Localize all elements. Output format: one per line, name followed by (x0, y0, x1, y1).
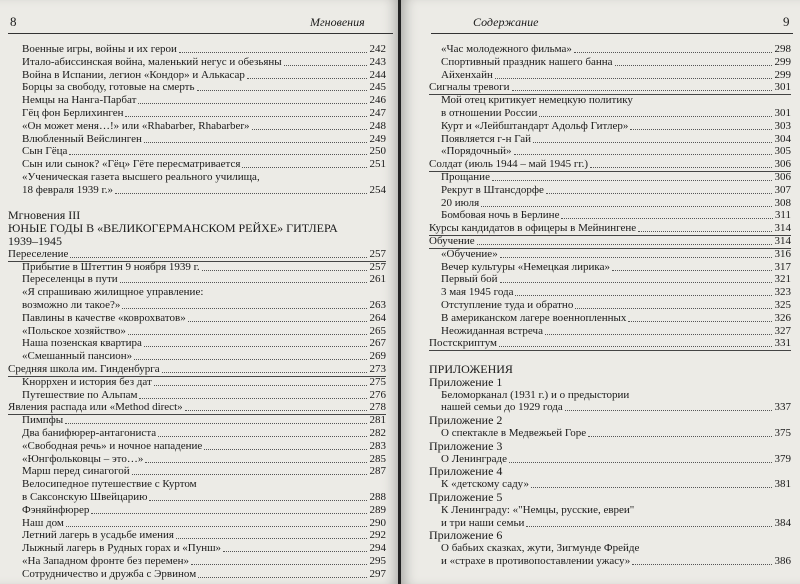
toc-entry-title: Итало-абиссинская война, маленький негус и обезьяны (22, 55, 282, 68)
toc-entry-title: Прощание (441, 171, 490, 183)
toc-page-number: 243 (369, 55, 386, 68)
toc-entry-title: В американском лагере военнопленных (441, 311, 627, 324)
toc-entry (441, 554, 791, 568)
toc-chapter-entry (429, 336, 791, 351)
toc-dot-leader (574, 52, 772, 53)
toc-page-number: 282 (369, 427, 386, 439)
toc-page-number: 242 (369, 43, 386, 55)
toc-dot-leader (590, 167, 772, 168)
toc-dot-leader (628, 321, 772, 322)
toc-entry-title: К Ленинграду: «"Немцы, русские, евреи" (441, 503, 635, 516)
toc-dot-leader (500, 257, 772, 258)
toc-dot-leader (515, 295, 772, 296)
toc-dot-leader (565, 410, 772, 411)
toc-dot-leader (179, 52, 367, 53)
toc-entry-title: Обучение (429, 235, 475, 247)
toc-dot-leader (612, 270, 772, 271)
toc-page-number: 384 (774, 516, 791, 529)
toc-entry-title: Наш дом (22, 516, 64, 529)
toc-entry-title: Путешествие по Альпам (22, 388, 138, 401)
toc-dot-leader (120, 282, 367, 283)
toc-page-number: 316 (774, 247, 791, 260)
toc-page-number: 273 (369, 363, 386, 375)
toc-dot-leader (162, 372, 367, 373)
toc-dot-leader (65, 423, 367, 424)
toc-entry-title: Военные игры, войны и их герои (22, 43, 177, 55)
toc-entry-title: Переселение (8, 247, 69, 260)
toc-page-number: 269 (369, 350, 386, 363)
toc-dot-leader (158, 436, 367, 437)
left-running-header (0, 13, 399, 31)
toc-entry-title: Отступление туда и обратно (441, 299, 574, 311)
toc-section-heading: 1939–1945 (8, 234, 62, 248)
toc-page-number: 314 (774, 235, 791, 247)
toc-dot-leader (144, 346, 367, 347)
toc-page-number: 283 (369, 439, 386, 452)
toc-entry-title: Сын или сынок? «Гёц» Гёте пересматривается (22, 158, 241, 171)
toc-page-number: 276 (369, 388, 386, 401)
toc-section-heading: ЮНЫЕ ГОДЫ В «ВЕЛИКОГЕРМАНСКОМ РЕЙХЕ» ГИТЛЕРА (8, 221, 338, 236)
toc-page-number: 321 (774, 273, 791, 286)
toc-entry-title: Война в Испании, легион «Кондор» и Алькасар (22, 68, 245, 81)
left-running-head-title: Мгновения (310, 15, 365, 29)
toc-entry-title: Марш перед синагогой (22, 465, 130, 478)
toc-dot-leader (514, 154, 772, 155)
toc-dot-leader (495, 78, 772, 79)
toc-entry-title: в отношении России (441, 107, 538, 119)
toc-entry-title: Борцы за свободу, готовые на смерть (22, 81, 195, 94)
toc-entry-title: «Обучение» (441, 247, 498, 260)
toc-dot-leader (500, 282, 772, 283)
toc-entry-title: «Он может меня…!» или «Rhabarber, Rhabarber» (22, 119, 250, 132)
right-running-head-title: Содержание (473, 15, 539, 29)
toc-entry-title: «На Западном фронте без перемен» (22, 555, 189, 567)
toc-entry-title: Влюбленный Вейслинген (22, 132, 142, 145)
toc-dot-leader (176, 538, 367, 539)
toc-page-number: 327 (774, 324, 791, 337)
toc-page-number: 299 (774, 68, 791, 81)
toc-dot-leader (630, 129, 772, 130)
toc-page-number: 257 (369, 247, 386, 260)
toc-entry-title: Велосипедное путешествие с Куртом (22, 478, 197, 491)
toc-entry-title: «Ученическая газета высшего реального училища, (22, 171, 260, 183)
toc-entry-title: возможно ли такое?» (22, 299, 121, 311)
toc-page-number: 303 (774, 119, 791, 132)
toc-page-number: 290 (369, 516, 386, 529)
toc-dot-leader (145, 462, 367, 463)
toc-section-heading: Приложение 4 (429, 464, 503, 479)
toc-page-number: 285 (369, 452, 386, 465)
toc-page-number: 244 (369, 68, 386, 81)
toc-entry-title: Бомбовая ночь в Берлине (441, 209, 560, 222)
toc-page-number: 311 (774, 209, 791, 222)
toc-dot-leader (115, 193, 367, 194)
toc-dot-leader (481, 206, 772, 207)
toc-dot-leader (139, 398, 367, 399)
left-page-number: 8 (10, 14, 17, 29)
toc-entry-title: Наша позенская квартира (22, 337, 142, 350)
toc-page-number: 257 (369, 260, 386, 273)
toc-entry-title: Рекрут в Штансдорфе (441, 183, 544, 196)
left-header-rule (8, 33, 393, 34)
toc-page-number: 314 (774, 222, 791, 235)
toc-entry-title: «Я спрашиваю жилищное управление: (22, 286, 204, 299)
toc-section-heading: Приложение 3 (429, 438, 503, 453)
toc-dot-leader (66, 526, 367, 527)
toc-entry-title: Сын Гёца (22, 145, 68, 158)
toc-dot-leader (561, 218, 773, 219)
toc-entry-title: Павлины в качестве «коврохватов» (22, 311, 186, 324)
toc-entry-title: и «страхе в противопоставлении ужасу» (441, 555, 631, 567)
toc-dot-leader (252, 129, 367, 130)
toc-page-number: 305 (774, 145, 791, 158)
toc-dot-leader (125, 116, 367, 117)
toc-dot-leader (539, 116, 772, 117)
toc-page-number: 287 (369, 465, 386, 478)
toc-entry-title: 20 июля (441, 196, 480, 209)
toc-entry (22, 183, 386, 197)
toc-entry-title: Беломорканал (1931 г.) и о предыстории (441, 388, 630, 401)
toc-page-number: 250 (369, 145, 386, 158)
toc-dot-leader (122, 308, 367, 309)
toc-dot-leader (69, 154, 367, 155)
right-page-number: 9 (783, 14, 790, 29)
toc-page-number: 337 (774, 401, 791, 414)
toc-page-number: 265 (369, 324, 386, 337)
toc-page-number: 317 (774, 260, 791, 273)
toc-section-heading: Приложение 6 (429, 528, 503, 543)
toc-section-heading: Приложение 5 (429, 490, 503, 504)
toc-page-number: 246 (369, 94, 386, 107)
toc-dot-leader (242, 167, 367, 168)
toc-page-number: 331 (774, 337, 791, 350)
toc-entry-title: Вечер культуры «Немецкая лирика» (441, 260, 610, 273)
toc-entry-title: Явления распада или «Method direct» (8, 401, 183, 414)
toc-dot-leader (545, 334, 772, 335)
toc-entry-title: Спортивный праздник нашего банна (441, 55, 613, 68)
toc-entry-title: Постскриптум (429, 337, 498, 350)
toc-entry-title: Сотрудничество и дружба с Эрвином (22, 567, 197, 580)
toc-page-number: 381 (774, 478, 791, 491)
toc-page-number: 326 (774, 311, 791, 324)
toc-dot-leader (198, 577, 367, 578)
toc-dot-leader (204, 449, 367, 450)
right-page (401, 0, 800, 584)
toc-dot-leader (546, 193, 772, 194)
toc-dot-leader (223, 551, 367, 552)
toc-section-heading: ПРИЛОЖЕНИЯ (429, 362, 513, 376)
toc-entry-title: «Свободная речь» и ночное нападение (22, 439, 203, 452)
toc-dot-leader (247, 78, 367, 79)
toc-page-number: 292 (369, 529, 386, 542)
toc-page-number: 261 (369, 273, 386, 286)
toc-dot-leader (70, 257, 367, 258)
toc-entry-title: О спектакле в Медвежьей Горе (441, 427, 587, 439)
toc-entry-title: Солдат (июль 1944 – май 1945 гг.) (429, 158, 589, 171)
toc-page-number: 254 (369, 183, 386, 196)
toc-page-number: 294 (369, 542, 386, 555)
toc-entry-title: Прибытие в Штеттин 9 ноября 1939 г. (22, 260, 200, 273)
toc-page-number: 323 (774, 286, 791, 299)
toc-dot-leader (512, 90, 772, 91)
toc-dot-leader (533, 142, 772, 143)
toc-page-number: 306 (774, 158, 791, 171)
toc-entry-title: Гёц фон Берлихинген (22, 107, 124, 119)
toc-entry-title: «Юнгфольковцы – это…» (22, 452, 144, 465)
toc-dot-leader (191, 564, 367, 565)
toc-page-number: 251 (369, 158, 386, 171)
toc-dot-leader (638, 231, 772, 232)
toc-entry-title: Первый бой (441, 273, 498, 286)
toc-entry-title: Два банифюрер-антагониста (22, 427, 157, 439)
toc-page-number: 301 (774, 107, 791, 119)
toc-dot-leader (149, 500, 367, 501)
toc-entry-title: Сигналы тревоги (429, 81, 510, 94)
toc-page-number: 301 (774, 81, 791, 94)
toc-page-number: 295 (369, 555, 386, 567)
toc-entry-title: Курт и «Лейбштандарт Адольф Гитлер» (441, 119, 629, 132)
toc-dot-leader (477, 244, 772, 245)
toc-page-number: 325 (774, 299, 791, 311)
toc-page-number: 298 (774, 43, 791, 55)
toc-dot-leader (188, 321, 367, 322)
toc-entry-title: Пимпфы (22, 414, 64, 427)
toc-page-number: 297 (369, 567, 386, 580)
toc-entry-title: «Польское хозяйство» (22, 324, 126, 337)
toc-page-number: 263 (369, 299, 386, 311)
toc-page-number: 247 (369, 107, 386, 119)
toc-page-number: 281 (369, 414, 386, 427)
toc-entry-title: «Порядочный» (441, 145, 512, 158)
toc-page-number: 248 (369, 119, 386, 132)
toc-entry-title: Айхенхайн (441, 68, 493, 81)
toc-dot-leader (144, 142, 367, 143)
toc-entry-title: Фэняйнфюрер (22, 503, 90, 516)
toc-entry-title: «Смешанный пансион» (22, 350, 133, 363)
toc-dot-leader (91, 513, 367, 514)
toc-page-number: 288 (369, 491, 386, 503)
toc-entry-title: 18 февраля 1939 г.» (22, 183, 114, 196)
toc-page-number: 289 (369, 503, 386, 516)
toc-dot-leader (202, 270, 367, 271)
toc-dot-leader (526, 526, 772, 527)
toc-page-number: 386 (774, 555, 791, 567)
toc-page-number: 304 (774, 132, 791, 145)
toc-dot-leader (509, 462, 772, 463)
toc-page-number: 306 (774, 171, 791, 183)
toc-entry-title: Мой отец критикует немецкую политику (441, 94, 633, 107)
toc-page-number: 278 (369, 401, 386, 414)
toc-entry-title: Курсы кандидатов в офицеры в Мейнингене (429, 222, 637, 235)
toc-dot-leader (132, 474, 367, 475)
toc-page-number: 264 (369, 311, 386, 324)
toc-entry-title: Переселенцы в пути (22, 273, 118, 286)
toc-entry-title: Лыжный лагерь в Рудных горах и «Пунш» (22, 542, 222, 555)
toc-entry-title: Появляется г-н Гай (441, 132, 532, 145)
toc-page-number: 379 (774, 452, 791, 465)
toc-section-heading: Мгновения III (8, 208, 81, 223)
toc-page-number: 245 (369, 81, 386, 94)
toc-dot-leader (492, 180, 772, 181)
toc-entry-title: «Час молодежного фильма» (441, 43, 572, 55)
toc-entry-title: Немцы на Нанга-Парбат (22, 94, 137, 107)
toc-entry-title: Средняя школа им. Гинденбурга (8, 363, 160, 375)
right-running-header (401, 13, 800, 31)
toc-dot-leader (615, 65, 772, 66)
toc-entry-title: и три наши семьи (441, 516, 525, 529)
toc-page-number: 299 (774, 55, 791, 68)
toc-entry-title: в Саксонскую Швейцарию (22, 491, 148, 503)
right-header-rule (431, 33, 793, 34)
toc-entry-title: Летний лагерь в усадьбе имения (22, 529, 174, 542)
toc-dot-leader (134, 359, 367, 360)
toc-page-number: 308 (774, 196, 791, 209)
toc-section-heading: Приложение 1 (429, 374, 503, 389)
left-page (0, 0, 399, 584)
toc-dot-leader (185, 410, 367, 411)
toc-page-number: 275 (369, 375, 386, 388)
toc-page-number: 267 (369, 337, 386, 350)
toc-dot-leader (575, 308, 772, 309)
toc-entry (22, 567, 386, 581)
toc-entry-title: О бабьих сказках, жути, Зигмунде Фрейде (441, 542, 640, 555)
toc-dot-leader (154, 385, 367, 386)
toc-entry-title: О Ленинграде (441, 452, 507, 465)
toc-dot-leader (138, 103, 367, 104)
toc-entry-title: Кноррхен и история без дат (22, 375, 152, 388)
toc-page-number: 375 (774, 427, 791, 439)
toc-page-number: 249 (369, 132, 386, 145)
toc-page-number: 307 (774, 183, 791, 196)
toc-dot-leader (128, 334, 367, 335)
toc-entry-title: 3 мая 1945 года (441, 286, 514, 299)
toc-dot-leader (197, 90, 367, 91)
toc-dot-leader (632, 564, 772, 565)
toc-entry-title: нашей семьи до 1929 года (441, 401, 563, 414)
toc-dot-leader (499, 346, 772, 347)
toc-dot-leader (588, 436, 772, 437)
toc-dot-leader (531, 487, 772, 488)
toc-section-heading: Приложение 2 (429, 413, 503, 428)
toc-entry-title: Неожиданная встреча (441, 324, 543, 337)
toc-entry-title: К «детскому саду» (441, 478, 529, 491)
toc-dot-leader (284, 65, 367, 66)
